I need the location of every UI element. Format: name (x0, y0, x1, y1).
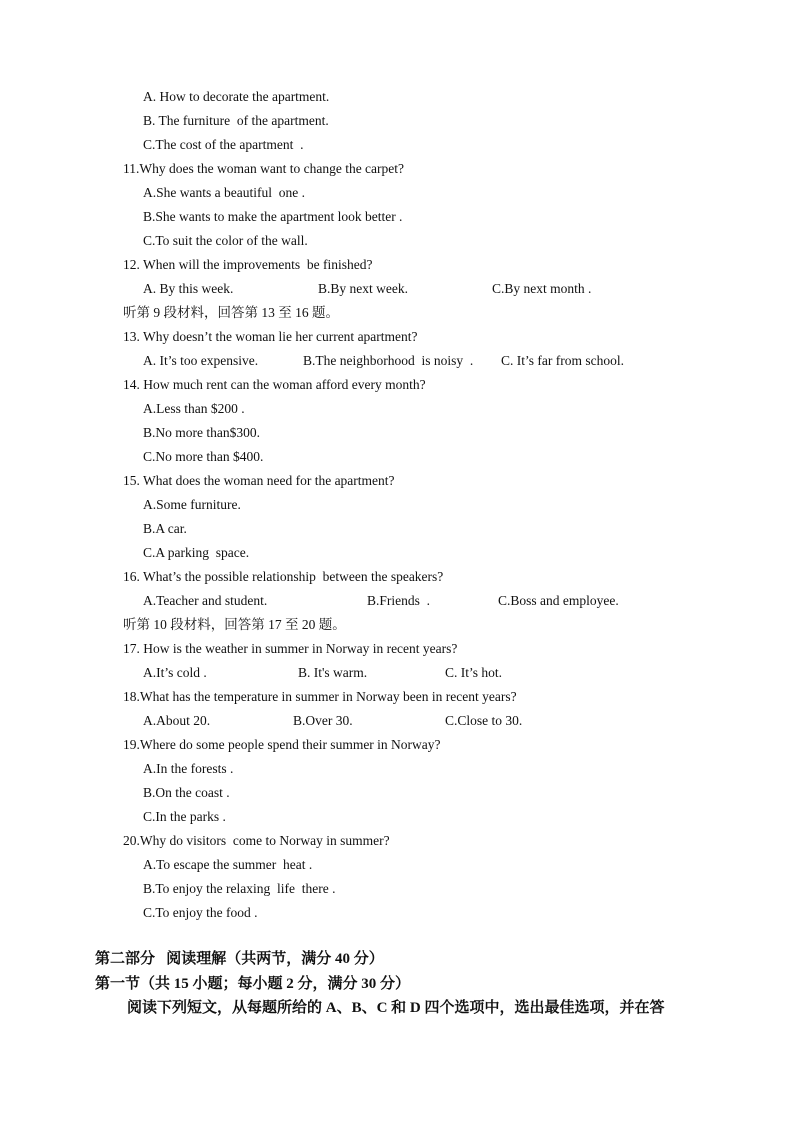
option-19b: B.On the coast . (143, 785, 230, 800)
option-18c: C.Close to 30. (445, 713, 523, 728)
option-10c: C.The cost of the apartment . (143, 137, 304, 152)
option-12c: C.By next month . (492, 281, 592, 296)
section-heading-10: 听第 10 段材料，回答第 17 至 20 题。 (123, 617, 346, 632)
option-19c: C.In the parks . (143, 809, 226, 824)
option-17b: B. It's warm. (298, 665, 368, 680)
question-20: 20.Why do visitors come to Norway in summer? (123, 833, 390, 848)
option-14a: A.Less than $200 . (143, 401, 245, 416)
option-11a: A.She wants a beautiful one . (143, 185, 305, 200)
option-10a: A. How to decorate the apartment. (143, 89, 330, 104)
question-15: 15. What does the woman need for the apartment? (123, 473, 395, 488)
option-13a: A. It’s too expensive. (143, 353, 259, 368)
option-20c: C.To enjoy the food . (143, 905, 258, 920)
option-15a: A.Some furniture. (143, 497, 241, 512)
option-19a: A.In the forests . (143, 761, 234, 776)
option-14c: C.No more than $400. (143, 449, 264, 464)
option-17a: A.It’s cold . (143, 665, 207, 680)
option-16c: C.Boss and employee. (498, 593, 619, 608)
question-12: 12. When will the improvements be finished? (123, 257, 373, 272)
option-16a: A.Teacher and student. (143, 593, 268, 608)
question-13: 13. Why doesn’t the woman lie her current apartment? (123, 329, 418, 344)
option-11b: B.She wants to make the apartment look better . (143, 209, 403, 224)
option-10b: B. The furniture of the apartment. (143, 113, 329, 128)
option-14b: B.No more than$300. (143, 425, 260, 440)
question-19: 19.Where do some people spend their summer in Norway? (123, 737, 441, 752)
question-18: 18.What has the temperature in summer in Norway been in recent years? (123, 689, 517, 704)
section-one-title: 第一节（共 15 小题；每小题 2 分，满分 30 分） (95, 976, 411, 992)
option-12a: A. By this week. (143, 281, 234, 296)
question-11: 11.Why does the woman want to change the carpet? (123, 161, 405, 176)
section-heading-9: 听第 9 段材料，回答第 13 至 16 题。 (123, 305, 339, 320)
option-20a: A.To escape the summer heat . (143, 857, 313, 872)
question-16: 16. What’s the possible relationship between the speakers? (123, 569, 444, 584)
question-14: 14. How much rent can the woman afford every month? (123, 377, 426, 392)
option-17c: C. It’s hot. (445, 665, 503, 680)
option-11c: C.To suit the color of the wall. (143, 233, 308, 248)
part-two-title: 第二部分 阅读理解（共两节，满分 40 分） (95, 951, 384, 967)
option-13b: B.The neighborhood is noisy . (303, 353, 474, 368)
option-13c: C. It’s far from school. (501, 353, 624, 368)
option-15c: C.A parking space. (143, 545, 250, 560)
option-12b: B.By next week. (318, 281, 408, 296)
option-20b: B.To enjoy the relaxing life there . (143, 881, 336, 896)
option-18b: B.Over 30. (293, 713, 353, 728)
option-15b: B.A car. (143, 521, 187, 536)
option-16b: B.Friends . (367, 593, 431, 608)
reading-instruction: 阅读下列短文，从每题所给的 A、B、C 和 D 四个选项中，选出最佳选项，并在答 (127, 1000, 665, 1016)
option-18a: A.About 20. (143, 713, 211, 728)
question-17: 17. How is the weather in summer in Norway in recent years? (123, 641, 458, 656)
